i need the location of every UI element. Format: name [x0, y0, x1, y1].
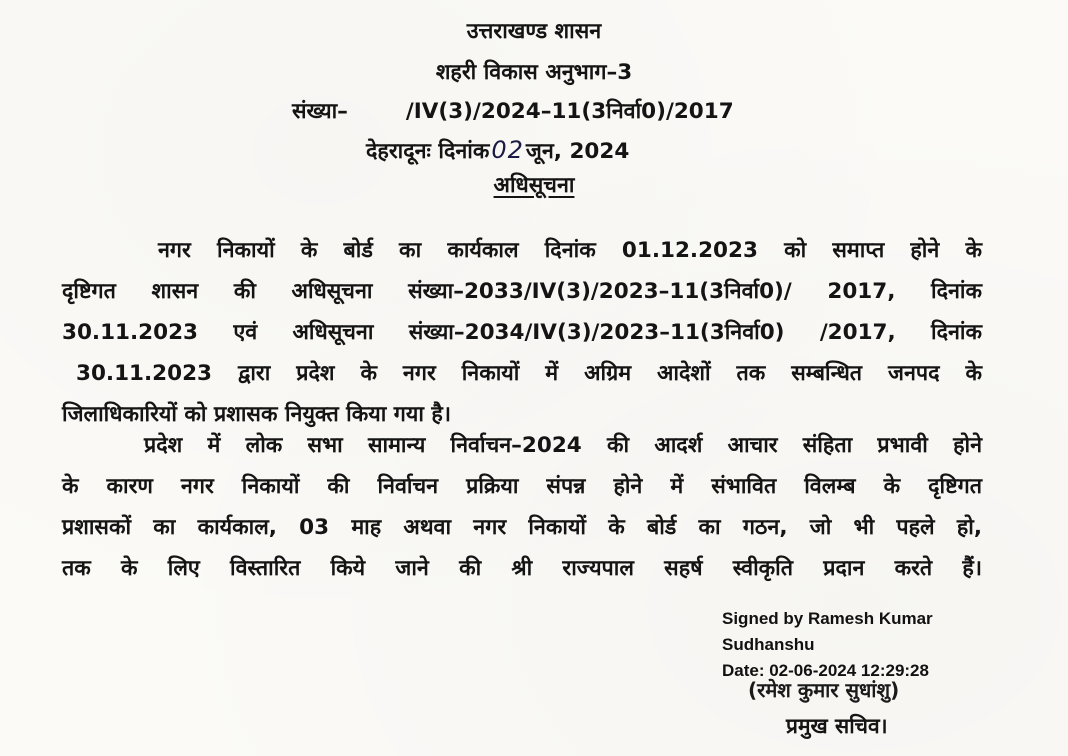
paragraph-2-line: तक के लिए विस्तारित किये जाने की श्री राज्यपाल सहर्ष स्वीकृति प्रदान करते हैं। [62, 556, 982, 581]
signed-by-name: Sudhanshu [722, 635, 815, 654]
reference-number-value: /IV(3)/2024–11(3निर्वा0)/2017 [405, 99, 734, 124]
signed-by-line: Signed by Ramesh Kumar [722, 609, 933, 628]
signatory-name: (रमेश कुमार सुधांशु) [748, 678, 900, 702]
paragraph-1-line: जिलाधिकारियों को प्रशासक नियुक्त किया गया है। [62, 402, 451, 427]
month-year: जून, 2024 [525, 139, 630, 164]
government-heading: उत्तराखण्ड शासन [466, 19, 602, 44]
paragraph-2-line: के कारण नगर निकायों की निर्वाचन प्रक्रिया संपन्न होने में संभावित विलम्ब के दृष्टिगत [62, 474, 982, 499]
reference-number-label: संख्या– [292, 99, 348, 124]
paragraph-1-line: दृष्टिगत शासन की अधिसूचना संख्या–2033/IV(3)/2023–11(3निर्वा0)/ 2017, दिनांक [62, 279, 982, 304]
paragraph-1 [62, 237, 982, 442]
reference-number [292, 98, 734, 126]
paragraph-1-line: 30.11.2023 एवं अधिसूचना संख्या–2034/IV(3)/2023–11(3निर्वा0) /2017, दिनांक [62, 320, 982, 345]
place-date [366, 136, 629, 166]
handwritten-day: 02 [491, 136, 524, 164]
paragraph-2 [62, 432, 982, 596]
place-date-prefix: देहरादूनः दिनांक [366, 139, 490, 164]
paragraph-2-line: प्रदेश में लोक सभा सामान्य निर्वाचन–2024 की आदर्श आचार संहिता प्रभावी होने [144, 433, 982, 458]
paragraph-1-line: नगर निकायों के बोर्ड का कार्यकाल दिनांक 01.12.2023 को समाप्त होने के [158, 238, 982, 263]
signatory-designation: प्रमुख सचिव। [786, 714, 888, 738]
notification-title: अधिसूचना [493, 173, 575, 198]
signature-date: Date: 02-06-2024 12:29:28 [722, 661, 929, 680]
paragraph-2-line: प्रशासकों का कार्यकाल, 03 माह अथवा नगर निकायों के बोर्ड का गठन, जो भी पहले हो, [62, 515, 982, 540]
department-heading: शहरी विकास अनुभाग–3 [435, 60, 633, 85]
digital-signature-block [722, 606, 933, 684]
paragraph-1-line: 30.11.2023 द्वारा प्रदेश के नगर निकायों में अग्रिम आदेशों तक सम्बन्धित जनपद के [76, 361, 982, 386]
